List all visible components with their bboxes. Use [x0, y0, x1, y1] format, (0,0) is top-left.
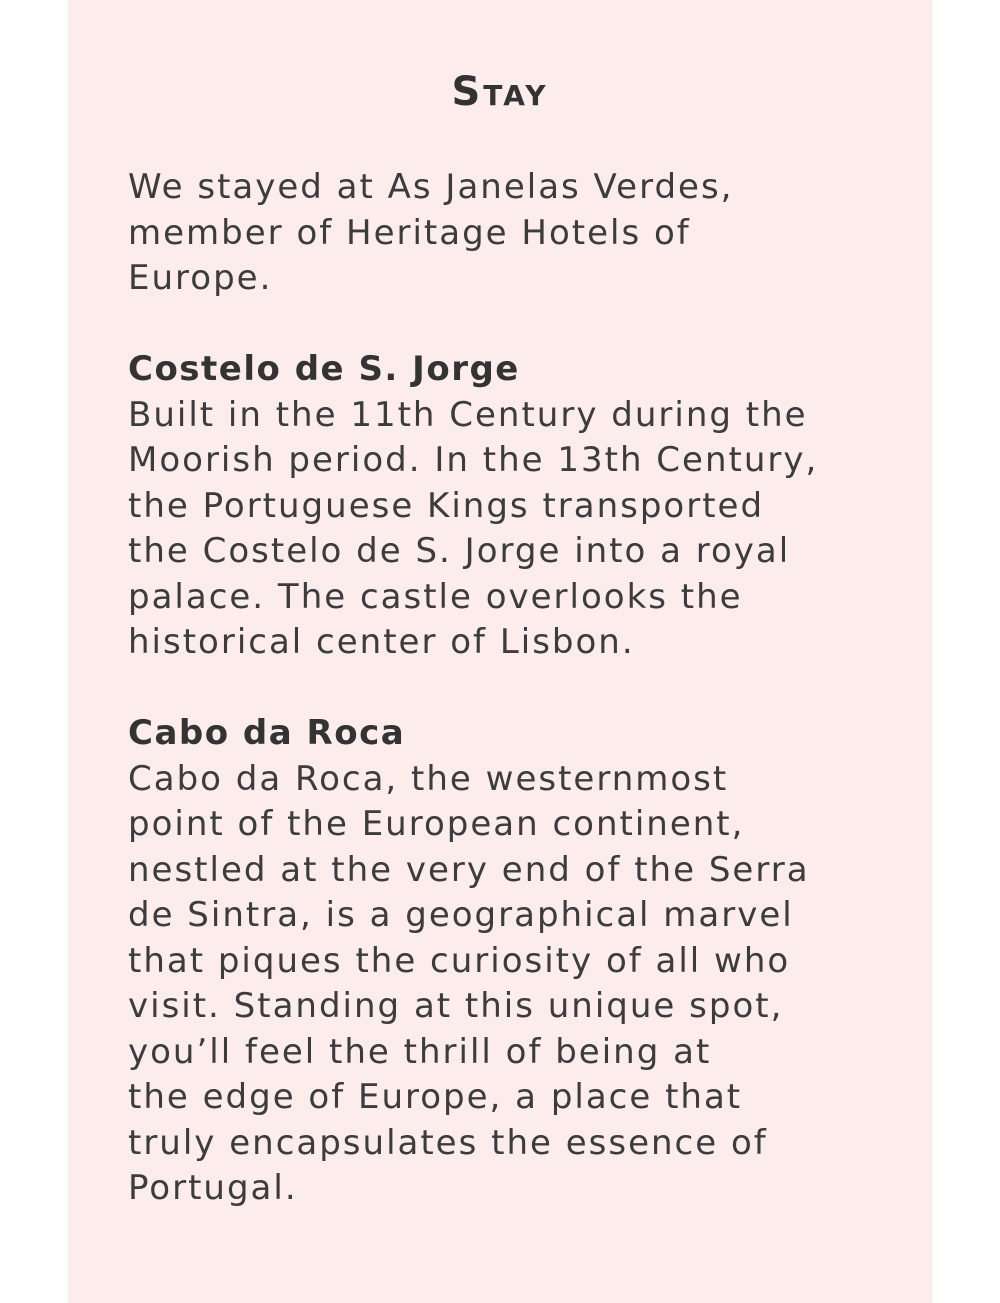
intro-line: Europe.: [128, 258, 273, 298]
section-paragraph-costelo: [128, 393, 888, 666]
paragraph-spacer: [128, 302, 888, 348]
page-title: Stay: [451, 69, 549, 115]
paragraph-line: truly encapsulates the essence of: [128, 1122, 768, 1163]
section-paragraph-cabo: [128, 757, 888, 1212]
content-card: [68, 0, 932, 1303]
paragraph-line: de Sintra, is a geographical marvel: [128, 895, 794, 935]
paragraph-line: point of the European continent,: [128, 804, 745, 844]
paragraph-line: visit. Standing at this unique spot,: [128, 986, 784, 1026]
section-heading-cabo: Cabo da Roca: [128, 713, 406, 753]
paragraph-line: that piques the curiosity of all who: [128, 940, 791, 981]
paragraph-line: the Costelo de S. Jorge into a royal: [128, 531, 791, 571]
paragraph-spacer: [128, 666, 888, 712]
intro-line: member of Heritage Hotels of: [128, 212, 691, 253]
paragraph-line: the Portuguese Kings transported: [128, 485, 765, 526]
paragraph-line: the edge of Europe, a place that: [128, 1077, 743, 1117]
paragraph-line: you’ll feel the thrill of being at: [128, 1031, 712, 1072]
paragraph-line: palace. The castle overlooks the: [128, 576, 743, 617]
paragraph-line: Cabo da Roca, the westernmost: [128, 758, 729, 799]
paragraph-line: Moorish period. In the 13th Century,: [128, 440, 819, 480]
intro-line: We stayed at As Janelas Verdes,: [128, 167, 734, 207]
body-text: [128, 165, 888, 1212]
paragraph-line: Built in the 11th Century during the: [128, 394, 808, 435]
paragraph-line: historical center of Lisbon.: [128, 622, 635, 662]
intro-paragraph: [128, 165, 888, 302]
paragraph-line: nestled at the very end of the Serra: [128, 849, 810, 890]
section-heading-costelo: Costelo de S. Jorge: [128, 349, 520, 389]
paragraph-line: Portugal.: [128, 1168, 298, 1208]
